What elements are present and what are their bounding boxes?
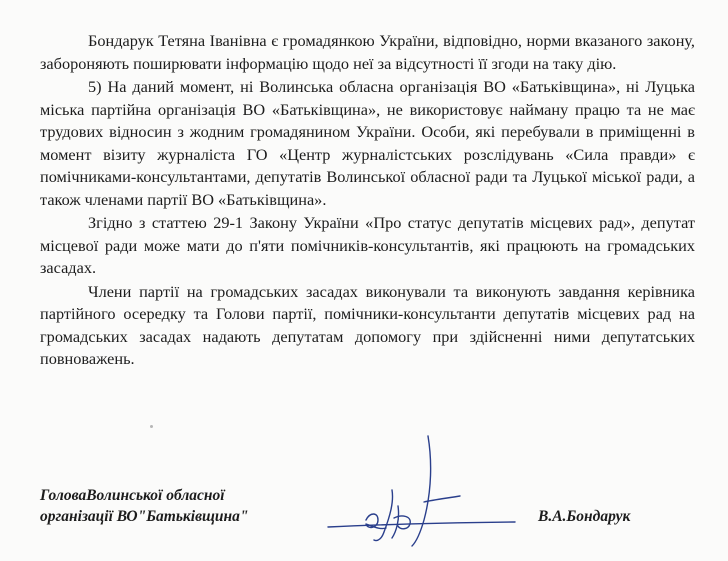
scan-speck: [150, 425, 153, 428]
document-body: [40, 30, 695, 372]
signatory-name: В.А.Бондарук: [538, 508, 631, 525]
signatory-title: [40, 485, 249, 527]
handwritten-signature: [320, 430, 520, 560]
paragraph-point-5: 5) На даний момент, ні Волинська обласна організація ВО «Батьківщина», ні Луцька міська партійна організація ВО «Батьківщина», не використовує найману працю та не має трудових відносин з жодним громадянином України. Особи, які перебували в приміщенні в момент візиту журналіста ГО «Центр журналістських розслідувань «Сила правди» є помічниками-консультантами, депутатів Волинської обласної ради та Луцької міської ради, а також членами партії ВО «Батьківщина».: [40, 77, 695, 209]
paragraph-law-article: Згідно з статтею 29-1 Закону України «Про статус депутатів місцевих рад», депутат місцевої ради може мати до п'яти помічників-консультантів, які працюють на громадських засадах.: [40, 213, 695, 277]
signatory-title-line-1: ГоловаВолинської обласної: [40, 487, 225, 504]
signatory-title-line-2: організації ВО"Батьківщина": [40, 508, 249, 525]
paragraph-party-members: Члени партії на громадських засадах виконували та виконують завдання керівника партійного осередку та Голови партії, помічники-консультанти депутатів місцевих рад на громадських засадах надають депутатам допомогу при здійсненні ними депутатських повноважень.: [40, 281, 695, 368]
paragraph-citizenship: Бондарук Тетяна Іванівна є громадянкою України, відповідно, норми вказаного закону, забороняють поширювати інформацію щодо неї за відсутності її згоди на таку дію.: [40, 31, 695, 73]
